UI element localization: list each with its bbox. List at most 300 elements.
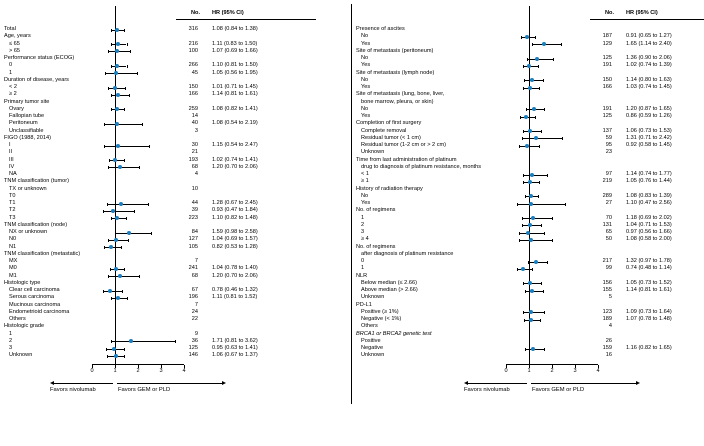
confidence-interval-line xyxy=(108,240,128,241)
confidence-interval-cap xyxy=(523,87,524,90)
confidence-interval-line xyxy=(107,204,148,205)
forest-row-label: Total xyxy=(4,26,16,32)
confidence-interval-cap xyxy=(552,217,553,220)
confidence-interval-cap xyxy=(107,355,108,358)
confidence-interval-cap xyxy=(134,210,135,213)
confidence-interval-cap xyxy=(125,87,126,90)
confidence-interval-cap xyxy=(528,261,529,264)
forest-row-count: 159 xyxy=(602,345,612,351)
confidence-interval-cap xyxy=(137,72,138,75)
forest-row-label: I xyxy=(9,142,11,148)
confidence-interval-cap xyxy=(129,94,130,97)
forest-row-hr: 1.08 (0.83 to 1.39) xyxy=(626,192,672,199)
confidence-interval-cap xyxy=(535,36,536,39)
forest-row-label: Peritoneum xyxy=(9,120,38,127)
forest-row-count: 125 xyxy=(188,345,198,351)
confidence-interval-cap xyxy=(126,217,127,220)
forest-row-label: Duration of disease, years xyxy=(4,76,69,83)
forest-row-label: Histologic grade xyxy=(4,323,45,330)
forest-row-count: 125 xyxy=(602,55,612,61)
point-estimate-marker xyxy=(521,267,525,271)
forest-row-hr: 1.05 (0.56 to 1.95) xyxy=(212,69,258,76)
confidence-interval-cap xyxy=(124,108,125,111)
forest-row-count: 3 xyxy=(194,127,198,134)
x-axis-tick-label: 2 xyxy=(550,367,554,374)
confidence-interval-cap xyxy=(544,311,545,314)
forest-row-label: Clear cell carcinoma xyxy=(9,287,60,293)
confidence-interval-cap xyxy=(130,50,131,53)
confidence-interval-cap xyxy=(543,79,544,82)
forest-row-hr: 1.31 (0.71 to 2.42) xyxy=(626,134,672,141)
forest-row-label: NLR xyxy=(356,272,368,279)
forest-row-count: 68 xyxy=(191,272,198,279)
forest-row-count: 259 xyxy=(188,105,198,112)
confidence-interval-cap xyxy=(538,65,539,68)
forest-row-label: M1 xyxy=(9,272,17,279)
forest-row-hr: 1.08 (0.82 to 1.41) xyxy=(212,105,258,112)
confidence-interval-cap xyxy=(565,203,566,206)
forest-row-count: 266 xyxy=(188,62,198,69)
forest-row-count: 131 xyxy=(602,221,612,228)
favors-right-label: Favors GEM or PLD xyxy=(532,386,585,393)
forest-row-label: III xyxy=(9,156,14,163)
forest-row-label: Presence of ascites xyxy=(356,26,405,32)
forest-row-label: 2 xyxy=(9,337,13,344)
forest-row-hr: 1.14 (0.74 to 1.77) xyxy=(626,171,672,177)
confidence-interval-cap xyxy=(547,174,548,177)
confidence-interval-cap xyxy=(523,181,524,184)
forest-row-label: Residual tumor (< 1 cm) xyxy=(361,134,421,141)
confidence-interval-line xyxy=(532,44,561,45)
forest-row-label: Primary tumor site xyxy=(4,98,50,105)
confidence-interval-cap xyxy=(124,348,125,351)
forest-row-hr: 1.08 (0.84 to 1.38) xyxy=(212,26,258,32)
confidence-interval-cap xyxy=(553,58,554,61)
forest-row-label: T1 xyxy=(9,200,16,206)
point-estimate-marker xyxy=(530,289,534,293)
confidence-interval-cap xyxy=(544,232,545,235)
forest-row-label: 2 xyxy=(361,221,365,228)
forest-row-label: Site of metastasis (peritoneum) xyxy=(356,47,434,54)
forest-row-hr: 0.93 (0.47 to 1.84) xyxy=(212,207,258,214)
forest-row-count: 316 xyxy=(188,26,198,32)
forest-row-count: 7 xyxy=(194,301,198,308)
forest-row-hr: 1.18 (0.69 to 2.02) xyxy=(626,214,672,221)
forest-row-label: 3 xyxy=(361,229,365,235)
confidence-interval-line xyxy=(519,240,552,241)
forest-row-hr: 1.15 (0.54 to 2.47) xyxy=(212,142,258,148)
confidence-interval-cap xyxy=(519,145,520,148)
favors-right-arrow-head xyxy=(222,381,226,385)
forest-row-hr: 0.82 (0.53 to 1.28) xyxy=(212,243,258,250)
confidence-interval-cap xyxy=(521,36,522,39)
forest-row-hr: 1.14 (0.81 to 1.61) xyxy=(212,91,258,98)
confidence-interval-cap xyxy=(519,239,520,242)
forest-row-count: 4 xyxy=(194,171,198,177)
confidence-interval-cap xyxy=(543,290,544,293)
forest-row-hr: 1.03 (0.74 to 1.45) xyxy=(626,84,672,90)
confidence-interval-cap xyxy=(111,65,112,68)
forest-row-label: Above median (> 2.66) xyxy=(361,287,418,293)
forest-row-count: 189 xyxy=(602,316,612,322)
forest-row-label: No. of regimens xyxy=(356,207,396,214)
x-axis-tick-label: 4 xyxy=(596,367,600,374)
forest-row-hr: 1.36 (0.90 to 2.06) xyxy=(626,55,672,61)
confidence-interval-cap xyxy=(524,79,525,82)
confidence-interval-cap xyxy=(523,311,524,314)
column-header-hr: HR (95% CI) xyxy=(626,10,658,16)
reference-line xyxy=(115,6,116,364)
forest-row-count: 289 xyxy=(602,192,612,199)
forest-row-label: Unknown xyxy=(361,149,385,156)
forest-row-count: 45 xyxy=(191,69,198,76)
point-estimate-marker xyxy=(127,231,131,235)
forest-row-count: 14 xyxy=(191,113,198,119)
forest-row-label: TNM classification (tumor) xyxy=(4,178,69,185)
forest-row-label: 3 xyxy=(9,345,13,351)
point-estimate-marker xyxy=(529,238,533,242)
forest-row-hr: 0.74 (0.48 to 1.14) xyxy=(626,265,672,272)
point-estimate-marker xyxy=(116,296,120,300)
confidence-interval-cap xyxy=(122,290,123,293)
forest-row-hr: 1.04 (0.71 to 1.53) xyxy=(626,221,672,228)
forest-row-label: Ovary xyxy=(9,105,24,112)
forest-row-label: T2 xyxy=(9,207,16,214)
forest-row-count: 84 xyxy=(191,229,198,235)
confidence-interval-cap xyxy=(527,58,528,61)
forest-row-count: 68 xyxy=(191,163,198,170)
confidence-interval-cap xyxy=(115,232,116,235)
forest-row-label: NA xyxy=(9,171,17,177)
confidence-interval-cap xyxy=(525,290,526,293)
point-estimate-marker xyxy=(531,347,535,351)
confidence-interval-line xyxy=(105,73,137,74)
confidence-interval-cap xyxy=(541,130,542,133)
confidence-interval-cap xyxy=(108,87,109,90)
forest-row-label: after diagnosis of platinum resistance xyxy=(361,250,454,257)
forest-row-label: No xyxy=(361,55,369,61)
forest-row-label: Yes xyxy=(361,40,371,47)
forest-row-label: Endometrioid carcinoma xyxy=(9,308,70,315)
confidence-interval-line xyxy=(108,167,139,168)
forest-row-count: 44 xyxy=(191,200,198,206)
forest-row-count: 191 xyxy=(602,105,612,112)
confidence-interval-cap xyxy=(139,275,140,278)
forest-row-count: 7 xyxy=(194,258,198,264)
forest-row-label: M0 xyxy=(9,265,17,272)
confidence-interval-cap xyxy=(139,166,140,169)
forest-row-label: Negative xyxy=(361,345,384,351)
column-header-no: No. xyxy=(190,10,200,16)
confidence-interval-cap xyxy=(541,282,542,285)
confidence-interval-cap xyxy=(539,181,540,184)
point-estimate-marker xyxy=(118,165,122,169)
forest-row-label: MX xyxy=(9,258,18,264)
forest-row-count: 21 xyxy=(191,149,198,156)
column-header-no: No. xyxy=(604,10,614,16)
favors-left-label: Favors nivolumab xyxy=(464,386,510,393)
confidence-interval-line xyxy=(115,233,152,234)
forest-row-hr: 1.14 (0.81 to 1.61) xyxy=(626,287,672,293)
forest-row-label: II xyxy=(9,149,13,156)
confidence-interval-cap xyxy=(544,348,545,351)
forest-row-count: 241 xyxy=(188,265,198,272)
forest-row-count: 125 xyxy=(602,113,612,119)
forest-row-label: PD-L1 xyxy=(356,301,372,308)
confidence-interval-cap xyxy=(107,203,108,206)
forest-row-hr: 1.08 (0.54 to 2.19) xyxy=(212,120,258,127)
confidence-interval-cap xyxy=(103,290,104,293)
favors-right-arrow-head xyxy=(636,381,640,385)
forest-row-count: 59 xyxy=(605,134,612,141)
point-estimate-marker xyxy=(112,347,116,351)
forest-row-count: 166 xyxy=(602,84,612,90)
forest-row-hr: 1.11 (0.83 to 1.50) xyxy=(212,40,258,47)
confidence-interval-cap xyxy=(109,159,110,162)
confidence-interval-cap xyxy=(111,217,112,220)
confidence-interval-cap xyxy=(111,94,112,97)
forest-row-label: N0 xyxy=(9,236,17,243)
forest-row-label: FIGO (1988, 2014) xyxy=(4,134,51,141)
forest-row-label: ≤ 65 xyxy=(9,40,20,47)
forest-row-label: History of radiation therapy xyxy=(356,185,423,192)
favors-left-arrow-line xyxy=(468,383,527,384)
x-axis-tick-label: 3 xyxy=(159,367,163,374)
point-estimate-marker xyxy=(528,180,532,184)
forest-row-count: 23 xyxy=(605,149,612,156)
forest-row-count: 127 xyxy=(188,236,198,243)
point-estimate-marker xyxy=(108,289,112,293)
forest-row-count: 196 xyxy=(188,294,198,301)
confidence-interval-cap xyxy=(127,43,128,46)
confidence-interval-line xyxy=(522,138,561,139)
point-estimate-marker xyxy=(118,274,122,278)
confidence-interval-cap xyxy=(517,203,518,206)
confidence-interval-cap xyxy=(105,72,106,75)
confidence-interval-cap xyxy=(525,195,526,198)
confidence-interval-cap xyxy=(111,29,112,32)
confidence-interval-cap xyxy=(522,224,523,227)
forest-row-count: 9 xyxy=(194,330,198,337)
forest-row-count: 166 xyxy=(188,91,198,98)
confidence-interval-line xyxy=(519,233,544,234)
forest-row-label: No xyxy=(361,33,369,40)
confidence-interval-cap xyxy=(124,268,125,271)
forest-row-hr: 0.92 (0.58 to 1.45) xyxy=(626,142,672,148)
forest-row-count: 16 xyxy=(605,352,612,359)
forest-row-label: Yes xyxy=(361,200,371,206)
forest-row-label: Age, years xyxy=(4,33,31,40)
forest-row-label: Residual tumor (1-2 cm or > 2 cm) xyxy=(361,142,447,148)
forest-row-count: 217 xyxy=(602,258,612,264)
confidence-interval-cap xyxy=(124,159,125,162)
x-axis-tick-label: 0 xyxy=(504,367,508,374)
confidence-interval-cap xyxy=(525,348,526,351)
forest-row-count: 67 xyxy=(191,287,198,293)
confidence-interval-cap xyxy=(149,145,150,148)
forest-row-label: Below median (≤ 2.66) xyxy=(361,279,417,286)
forest-row-label: No. of regimens xyxy=(356,243,396,250)
confidence-interval-cap xyxy=(562,137,563,140)
confidence-interval-cap xyxy=(532,43,533,46)
forest-row-hr: 1.04 (0.69 to 1.57) xyxy=(212,236,258,243)
forest-row-label: Serous carcinoma xyxy=(9,294,55,301)
forest-row-count: 155 xyxy=(602,287,612,293)
confidence-interval-cap xyxy=(552,239,553,242)
forest-row-label: Unknown xyxy=(361,294,385,301)
forest-row-hr: 1.06 (0.73 to 1.53) xyxy=(626,127,672,134)
forest-row-hr: 1.04 (0.78 to 1.40) xyxy=(212,265,258,272)
confidence-interval-line xyxy=(103,211,135,212)
confidence-interval-cap xyxy=(526,108,527,111)
forest-row-hr: 1.11 (0.81 to 1.52) xyxy=(212,294,258,301)
confidence-interval-cap xyxy=(104,123,105,126)
forest-row-label: ≥ 4 xyxy=(361,236,369,243)
confidence-interval-cap xyxy=(121,246,122,249)
confidence-interval-line xyxy=(104,124,142,125)
forest-row-count: 219 xyxy=(602,178,612,185)
confidence-interval-cap xyxy=(111,297,112,300)
confidence-interval-line xyxy=(523,175,547,176)
confidence-interval-cap xyxy=(540,319,541,322)
forest-row-label: Fallopian tube xyxy=(9,113,45,119)
forest-row-hr: 1.71 (0.81 to 3.62) xyxy=(212,337,258,344)
confidence-interval-cap xyxy=(522,137,523,140)
confidence-interval-cap xyxy=(104,246,105,249)
forest-row-label: Unknown xyxy=(9,352,33,359)
favors-right-arrow-line xyxy=(531,383,636,384)
forest-row-count: 65 xyxy=(605,229,612,235)
forest-row-label: 0 xyxy=(361,258,365,264)
confidence-interval-cap xyxy=(520,116,521,119)
forest-row-label: TNM classification (metastatic) xyxy=(4,250,81,257)
favors-left-arrow-head xyxy=(464,381,468,385)
forest-row-label: Complete removal xyxy=(361,127,407,134)
forest-row-hr: 1.05 (0.73 to 1.52) xyxy=(626,279,672,286)
x-axis-tick-label: 1 xyxy=(527,367,531,374)
forest-row-hr: 1.10 (0.82 to 1.48) xyxy=(212,214,258,221)
point-estimate-marker xyxy=(525,35,529,39)
forest-row-count: 40 xyxy=(191,120,198,127)
confidence-interval-line xyxy=(108,51,130,52)
forest-row-hr: 0.95 (0.63 to 1.41) xyxy=(212,345,258,351)
forest-row-hr: 1.14 (0.80 to 1.63) xyxy=(626,76,672,83)
forest-row-count: 30 xyxy=(191,142,198,148)
x-axis-tick-label: 0 xyxy=(90,367,94,374)
forest-row-label: No xyxy=(361,192,369,199)
confidence-interval-cap xyxy=(561,43,562,46)
confidence-interval-cap xyxy=(111,340,112,343)
confidence-interval-cap xyxy=(124,29,125,32)
forest-row-count: 150 xyxy=(602,76,612,83)
forest-row-hr: 1.07 (0.69 to 1.66) xyxy=(212,47,258,54)
forest-row-hr: 1.16 (0.82 to 1.65) xyxy=(626,345,672,351)
forest-row-count: 4 xyxy=(608,323,612,330)
favors-left-arrow-line xyxy=(54,383,113,384)
forest-row-hr: 1.10 (0.81 to 1.50) xyxy=(212,62,258,69)
confidence-interval-cap xyxy=(127,65,128,68)
forest-row-hr: 1.05 (0.76 to 1.44) xyxy=(626,178,672,185)
header-rule xyxy=(590,19,704,20)
forest-row-label: ≥ 1 xyxy=(361,178,369,185)
confidence-interval-line xyxy=(522,218,553,219)
forest-row-label: T3 xyxy=(9,214,16,221)
forest-row-hr: 0.97 (0.56 to 1.66) xyxy=(626,229,672,235)
forest-row-label: TX or unknown xyxy=(9,185,47,192)
forest-row-label: 1 xyxy=(361,265,365,272)
confidence-interval-line xyxy=(523,312,544,313)
forest-row-count: 27 xyxy=(605,200,612,206)
confidence-interval-cap xyxy=(151,232,152,235)
forest-row-count: 191 xyxy=(602,62,612,69)
x-axis-tick-label: 1 xyxy=(113,367,117,374)
forest-row-label: 0 xyxy=(9,62,13,69)
confidence-interval-cap xyxy=(111,43,112,46)
forest-row-label: < 1 xyxy=(361,171,369,177)
forest-row-hr: 1.32 (0.97 to 1.78) xyxy=(626,258,672,264)
confidence-interval-cap xyxy=(108,275,109,278)
point-estimate-marker xyxy=(529,202,533,206)
point-estimate-marker xyxy=(115,49,119,53)
forest-row-label: bone marrow, pleura, or skin) xyxy=(361,98,434,105)
point-estimate-marker xyxy=(114,238,118,242)
forest-row-label: ≥ 2 xyxy=(9,91,17,98)
forest-row-label: Completion of first surgery xyxy=(356,120,422,127)
forest-row-label: Others xyxy=(9,316,26,322)
forest-row-count: 216 xyxy=(188,40,198,47)
forest-row-hr: 1.09 (0.73 to 1.64) xyxy=(626,308,672,315)
point-estimate-marker xyxy=(114,267,118,271)
forest-row-count: 50 xyxy=(605,236,612,243)
forest-row-hr: 0.86 (0.59 to 1.26) xyxy=(626,113,672,119)
confidence-interval-cap xyxy=(522,217,523,220)
confidence-interval-cap xyxy=(108,50,109,53)
forest-row-count: 193 xyxy=(188,156,198,163)
point-estimate-marker xyxy=(116,42,120,46)
forest-row-count: 129 xyxy=(602,40,612,47)
x-axis-tick-label: 2 xyxy=(136,367,140,374)
confidence-interval-cap xyxy=(519,232,520,235)
forest-row-label: Unclassifiable xyxy=(9,127,44,134)
favors-left-arrow-head xyxy=(50,381,54,385)
confidence-interval-cap xyxy=(128,239,129,242)
forest-row-count: 39 xyxy=(191,207,198,214)
forest-row-hr: 1.28 (0.67 to 2.45) xyxy=(212,200,258,206)
forest-row-label: No xyxy=(361,105,369,112)
confidence-interval-line xyxy=(103,291,123,292)
forest-row-count: 36 xyxy=(191,337,198,344)
forest-row-label: No xyxy=(361,76,369,83)
confidence-interval-line xyxy=(111,341,176,342)
forest-row-hr: 1.59 (0.98 to 2.58) xyxy=(212,229,258,235)
forest-row-hr: 1.20 (0.70 to 2.06) xyxy=(212,163,258,170)
confidence-interval-cap xyxy=(547,261,548,264)
point-estimate-marker xyxy=(532,107,536,111)
forest-row-label: Yes xyxy=(361,62,371,69)
forest-row-label: NX or unknown xyxy=(9,229,48,235)
confidence-interval-cap xyxy=(175,340,176,343)
forest-row-label: 1 xyxy=(9,69,13,76)
forest-row-hr: 1.01 (0.71 to 1.45) xyxy=(212,84,258,90)
forest-row-label: < 2 xyxy=(9,84,17,90)
forest-row-label: N1 xyxy=(9,243,17,250)
forest-row-hr: 0.91 (0.65 to 1.27) xyxy=(626,33,672,40)
forest-row-hr: 1.02 (0.74 to 1.39) xyxy=(626,62,672,69)
column-header-hr: HR (95% CI) xyxy=(212,10,244,16)
forest-row-label: IV xyxy=(9,163,15,170)
confidence-interval-cap xyxy=(538,195,539,198)
x-axis-tick-label: 3 xyxy=(573,367,577,374)
